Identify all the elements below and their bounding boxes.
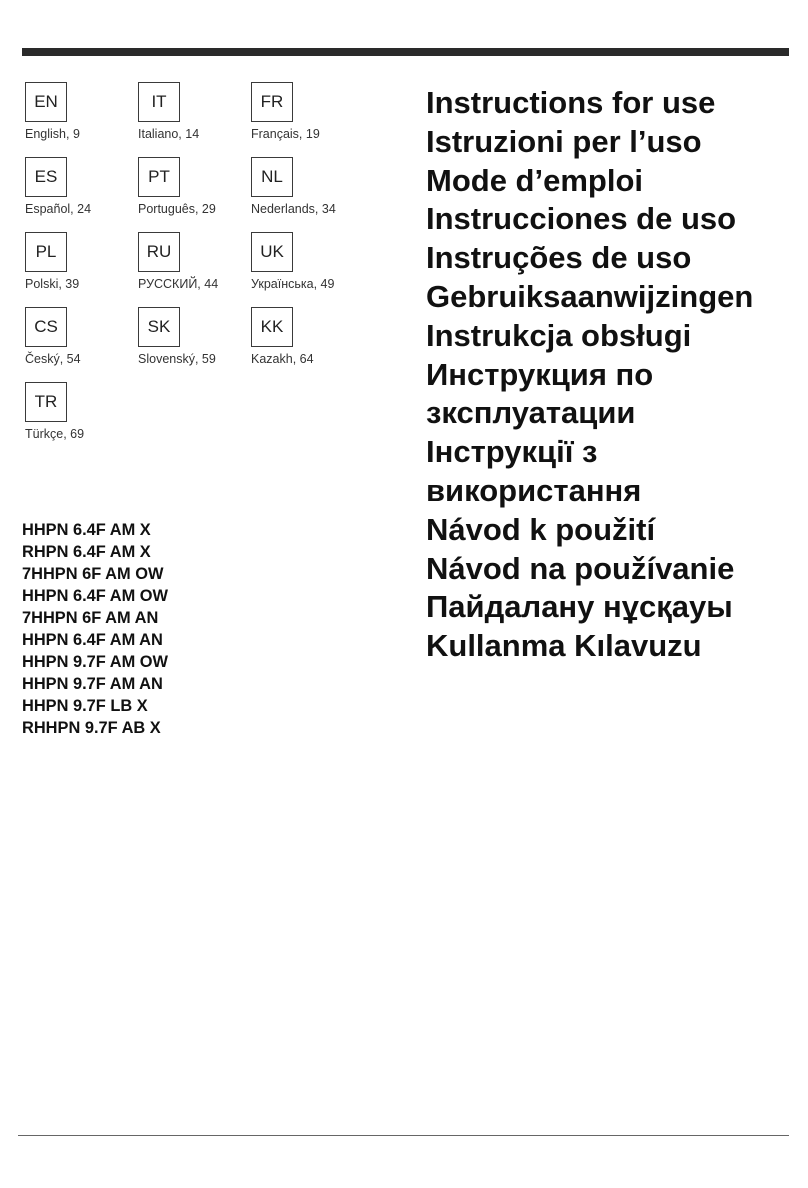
language-caption: Kazakh, 64 <box>251 352 314 366</box>
language-entry-uk[interactable] <box>251 232 361 302</box>
language-entry-fr[interactable] <box>251 82 361 152</box>
title-line: Návod k použití <box>426 511 656 547</box>
model-item: RHHPN 9.7F AB X <box>22 719 161 737</box>
language-entry-it[interactable] <box>138 82 248 152</box>
title-line: Mode d’emploi <box>426 162 643 198</box>
title-line: використання <box>426 472 642 508</box>
language-entry-es[interactable] <box>25 157 135 227</box>
title-line: Gebruiksaanwijzingen <box>426 278 754 314</box>
title-line: Instructions for use <box>426 85 716 120</box>
top-rule <box>22 48 789 56</box>
language-caption: Český, 54 <box>25 352 81 366</box>
language-caption: Українська, 49 <box>251 277 335 291</box>
model-item: RHPN 6.4F AM X <box>22 543 151 561</box>
model-list <box>22 519 168 739</box>
language-caption: Türkçe, 69 <box>25 427 85 441</box>
language-entry-kk[interactable] <box>251 307 361 377</box>
model-item: HHPN 6.4F AM AN <box>22 631 163 649</box>
language-caption: Nederlands, 34 <box>251 202 336 216</box>
instruction-titles <box>426 84 753 666</box>
language-code-box: PT <box>138 157 180 197</box>
language-code-box: NL <box>251 157 293 197</box>
language-entry-tr[interactable] <box>25 382 135 452</box>
language-code-box: RU <box>138 232 180 272</box>
language-caption: Français, 19 <box>251 127 320 141</box>
language-code-box: FR <box>251 82 293 122</box>
model-item: HHPN 9.7F AM AN <box>22 675 163 693</box>
language-code-box: CS <box>25 307 67 347</box>
language-code-box: UK <box>251 232 293 272</box>
language-caption: Español, 24 <box>25 202 92 216</box>
language-code-box: TR <box>25 382 67 422</box>
language-entry-cs[interactable] <box>25 307 135 377</box>
model-item: HHPN 6.4F AM X <box>22 521 151 539</box>
language-code-box: ES <box>25 157 67 197</box>
language-caption: Italiano, 14 <box>138 127 200 141</box>
language-entry-pl[interactable] <box>25 232 135 302</box>
title-line: Пайдалану нұсқауы <box>426 589 733 625</box>
title-line: Instruções de uso <box>426 240 692 276</box>
model-item: HHPN 9.7F LB X <box>22 697 148 715</box>
title-line: Istruzioni per l’uso <box>426 123 702 159</box>
language-caption: English, 9 <box>25 127 80 141</box>
language-code-box: EN <box>25 82 67 122</box>
title-line: Kullanma Kılavuzu <box>426 628 702 664</box>
language-caption: Slovenský, 59 <box>138 352 216 366</box>
title-line: зксплуатации <box>426 395 636 431</box>
title-line: Návod na používanie <box>426 550 735 586</box>
title-line: Instrukcja obsługi <box>426 317 692 353</box>
title-line: Інструкції з <box>426 434 598 470</box>
language-caption: Polski, 39 <box>25 277 80 291</box>
language-caption: Português, 29 <box>138 202 216 216</box>
language-entry-en[interactable] <box>25 82 135 152</box>
language-entry-nl[interactable] <box>251 157 361 227</box>
model-item: 7HHPN 6F AM AN <box>22 609 159 627</box>
title-line: Инструкция по <box>426 356 654 392</box>
model-item: 7HHPN 6F AM OW <box>22 565 164 583</box>
language-code-box: SK <box>138 307 180 347</box>
title-line: Instrucciones de uso <box>426 201 737 237</box>
language-entry-sk[interactable] <box>138 307 248 377</box>
language-code-box: PL <box>25 232 67 272</box>
bottom-rule <box>18 1135 789 1136</box>
language-entry-ru[interactable] <box>138 232 248 302</box>
language-code-box: IT <box>138 82 180 122</box>
model-item: HHPN 9.7F AM OW <box>22 653 169 671</box>
language-entry-pt[interactable] <box>138 157 248 227</box>
language-caption: РУССКИЙ, 44 <box>138 277 219 291</box>
language-code-box: KK <box>251 307 293 347</box>
language-index <box>25 82 385 452</box>
model-item: HHPN 6.4F AM OW <box>22 587 169 605</box>
